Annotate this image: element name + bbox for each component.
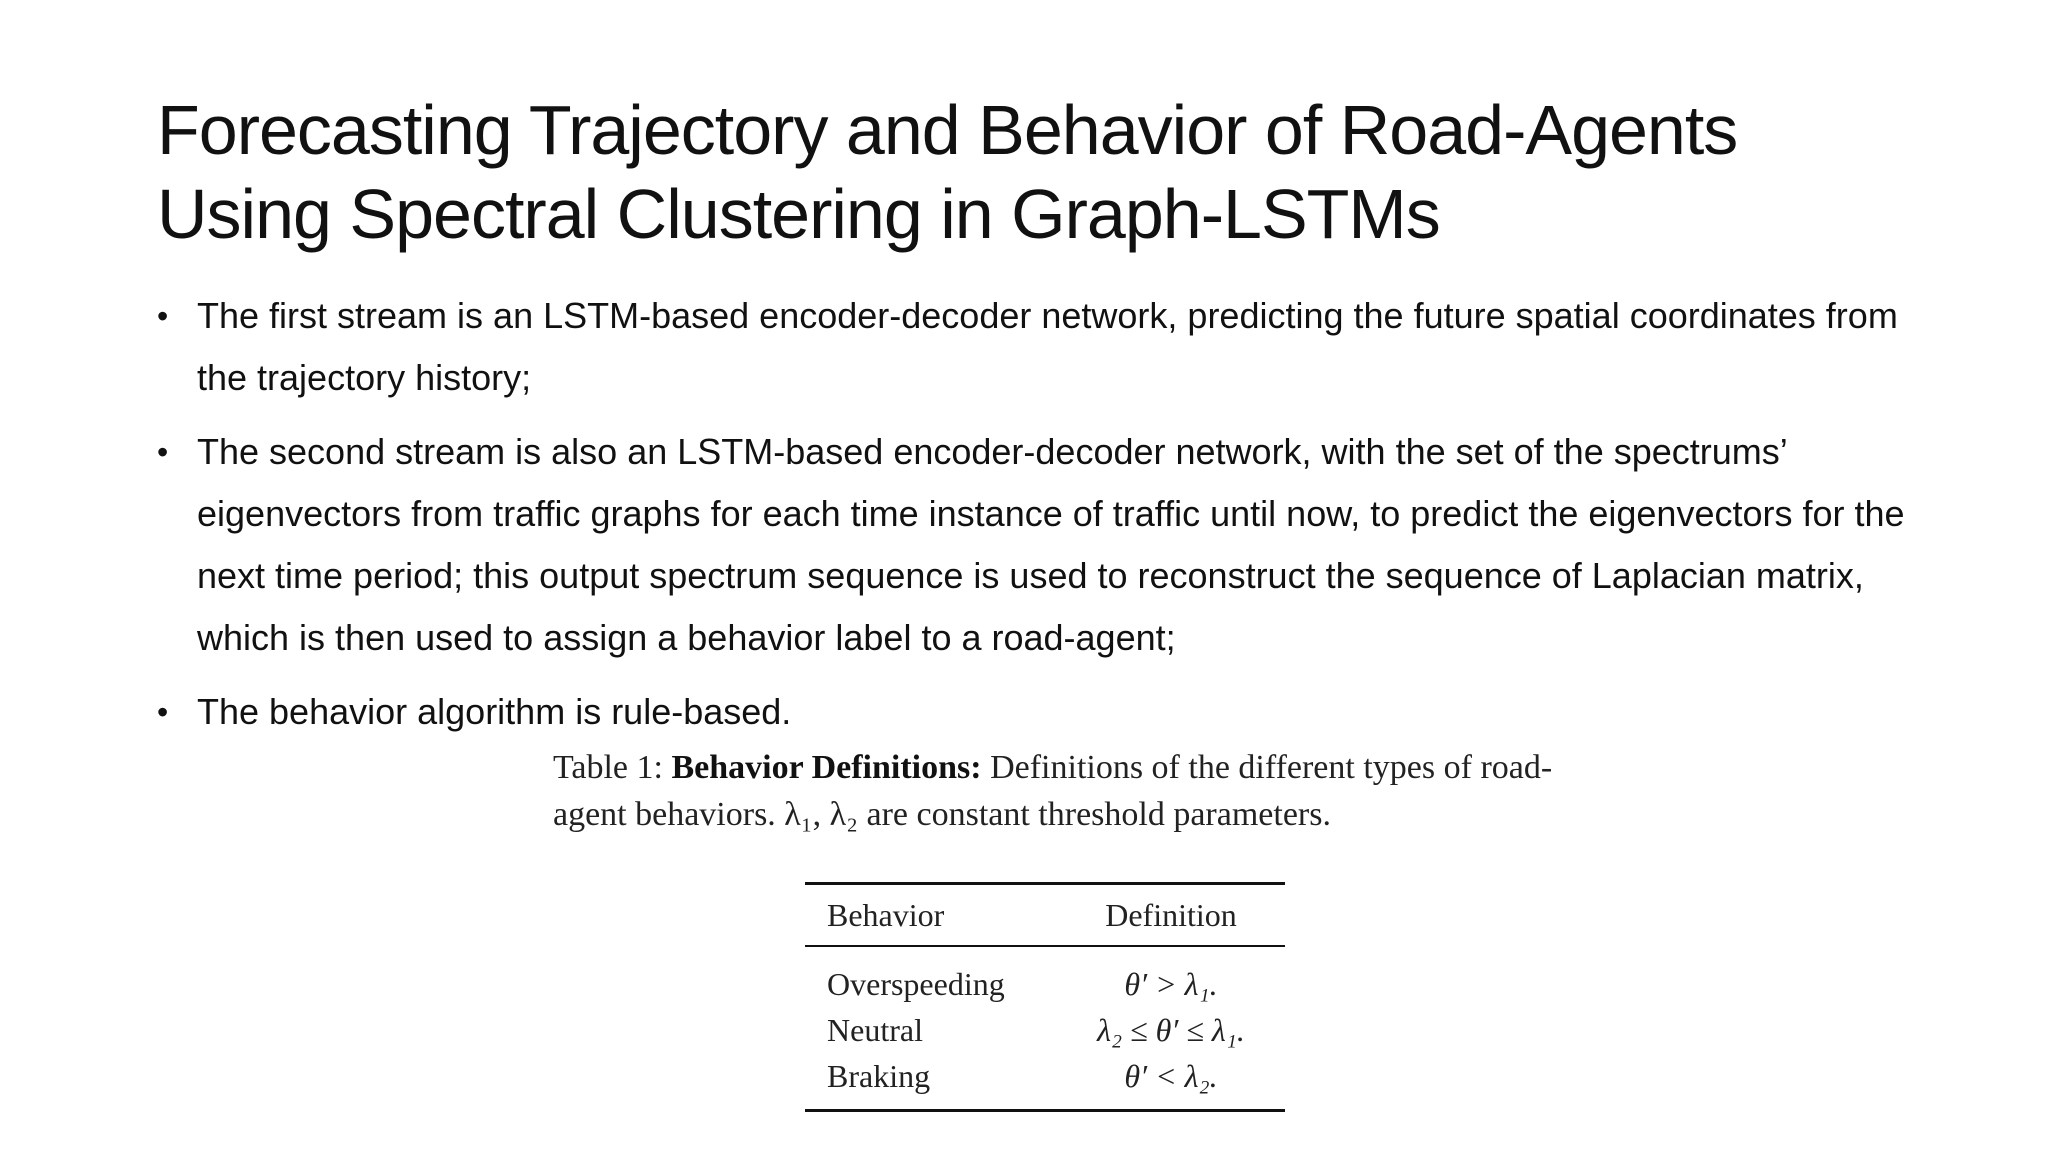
bullet-list [157,285,1947,755]
caption-text: Definitions of the different types of road-agent behaviors. λ₁, λ₂ are constant threshold parameters. [553,749,1553,833]
row-behavior: Braking [827,1058,931,1094]
slide-title-line-2: Using Spectral Clustering in Graph-LSTMs [157,175,1440,253]
bullet-item [157,421,1947,669]
row-definition: θ′ < λ₂. [1124,1058,1218,1094]
table-row [805,947,1285,1007]
bullet-dot: • [157,298,169,334]
slide-title-line-1: Forecasting Trajectory and Behavior of Road-Agents [157,91,1738,169]
row-definition: θ′ > λ₁. [1124,966,1218,1002]
bullet-text: The second stream is also an LSTM-based encoder-decoder network, with the set of the spectrums’ eigenvectors from traffic graphs for each time instance of traffic until now, to predict the eigenvectors for the next time period; this output spectrum sequence is used to reconstruct the sequence of Laplacian matrix, which is then used to assign a behavior label to a road-agent; [197,431,1905,658]
slide-title [157,88,1917,256]
bullet-item [157,285,1947,409]
bullet-text: The behavior algorithm is rule-based. [197,691,792,732]
bullet-dot: • [157,434,169,470]
row-behavior: Overspeeding [827,966,1005,1002]
row-definition: λ₂ ≤ θ′ ≤ λ₁. [1097,1012,1245,1048]
table-bottom-rule [805,1109,1285,1112]
table-header-row [805,885,1285,945]
caption-prefix: Table 1: [553,749,663,786]
bullet-text: The first stream is an LSTM-based encoder-decoder network, predicting the future spatial coordinates from the trajectory history; [197,295,1898,398]
behavior-table [805,882,1285,1112]
header-behavior: Behavior [827,896,945,933]
table-row [805,1007,1285,1053]
bullet-item [157,681,1947,743]
row-behavior: Neutral [827,1012,923,1048]
table-caption [553,744,1563,838]
header-definition: Definition [1105,896,1237,933]
caption-bold: Behavior Definitions: [671,749,982,786]
table-row [805,1053,1285,1109]
bullet-dot: • [157,694,169,730]
